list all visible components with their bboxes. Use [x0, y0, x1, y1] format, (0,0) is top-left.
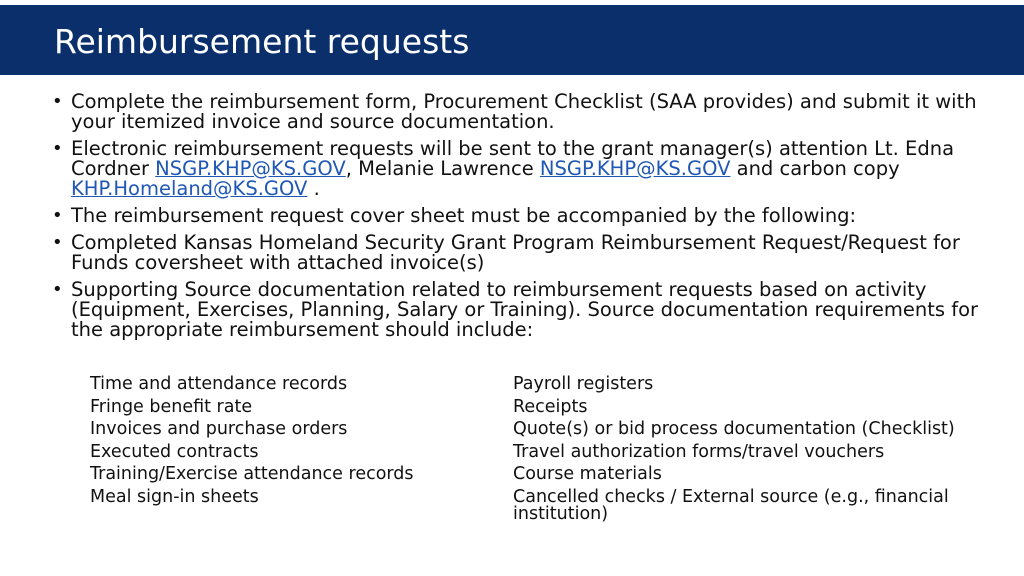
bullet-text: Completed Kansas Homeland Security Grant Program Reimbursement Request/Request for Funds coversheet with attached invoice(s) — [71, 231, 960, 274]
email-link-khp-homeland[interactable]: KHP.Homeland@KS.GOV — [71, 177, 308, 200]
bullet-item-coversheet-invoice — [52, 233, 982, 273]
list-item: Travel authorization forms/travel vouchers — [513, 441, 885, 462]
bullet-icon: • — [52, 205, 63, 226]
bullet-icon: • — [52, 232, 63, 253]
list-item: Training/Exercise attendance records — [90, 464, 414, 484]
bullet-text: Complete the reimbursement form, Procurement Checklist (SAA provides) and submit it with your itemized invoice and source documentation. — [71, 90, 977, 133]
bullet-text: Electronic reimbursement requests will be sent to the grant manager(s) attention Lt. Edna Cordner — [71, 137, 955, 180]
list-item: Receipts — [513, 396, 588, 417]
bullet-text: . — [307, 177, 320, 200]
bullet-icon: • — [52, 91, 63, 112]
bullet-item-supporting-docs — [52, 280, 982, 340]
list-item: Cancelled checks / External source (e.g., financial institution) — [513, 486, 949, 524]
bullet-list — [52, 92, 982, 347]
documentation-list-right — [513, 376, 983, 528]
bullet-item-reimbursement-form — [52, 92, 982, 132]
bullet-icon: • — [52, 279, 63, 300]
bullet-item-electronic-requests — [52, 139, 982, 199]
page-title: Reimbursement requests — [54, 22, 470, 61]
list-item: Meal sign-in sheets — [90, 486, 259, 507]
list-item: Time and attendance records — [90, 374, 348, 394]
list-item: Invoices and purchase orders — [90, 419, 348, 439]
bullet-text: and carbon copy — [730, 157, 900, 180]
email-link-nsgp-1[interactable]: NSGP.KHP@KS.GOV — [155, 157, 346, 180]
list-item: Executed contracts — [90, 441, 259, 462]
bullet-text: Supporting Source documentation related to reimbursement requests based on activity (Equipment, Exercises, Planning, Salary or Training). Source documentation requirements for the appropriate reimbursement should include: — [71, 278, 979, 341]
bullet-item-cover-sheet — [52, 206, 982, 226]
email-link-nsgp-2[interactable]: NSGP.KHP@KS.GOV — [539, 157, 731, 180]
bullet-icon: • — [52, 138, 63, 159]
bullet-text: The reimbursement request cover sheet must be accompanied by the following: — [71, 204, 857, 227]
list-item: Course materials — [513, 464, 662, 484]
bullet-text: , Melanie Lawrence — [345, 157, 540, 180]
list-item: Quote(s) or bid process documentation (Checklist) — [513, 419, 955, 439]
list-item: Payroll registers — [513, 374, 654, 394]
title-bar — [0, 5, 1024, 75]
list-item: Fringe benefit rate — [90, 396, 253, 417]
documentation-list-left — [90, 376, 490, 511]
